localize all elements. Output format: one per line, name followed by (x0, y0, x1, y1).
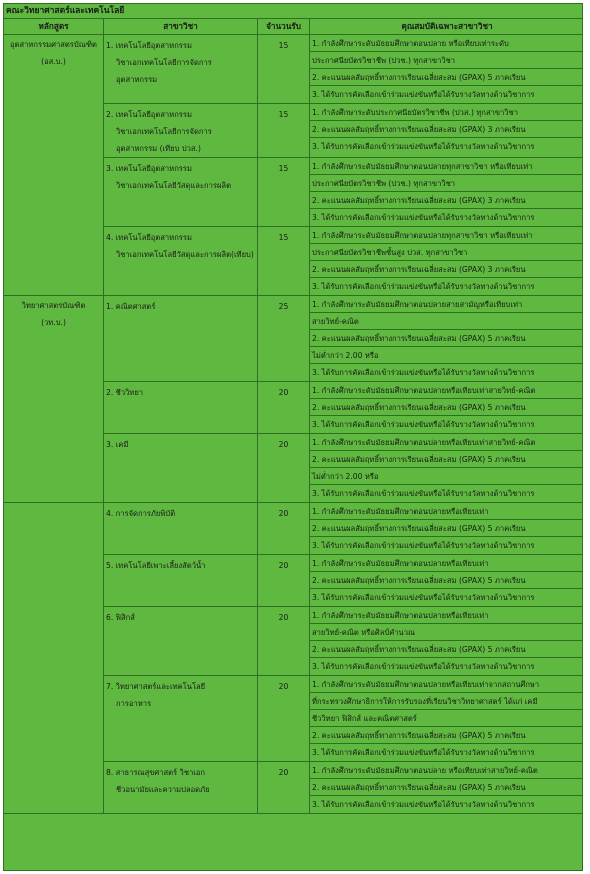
program-name (104, 434, 258, 502)
qualification-item: 3. ได้รับการคัดเลือกเข้าร่วมแข่งขันหรือได้รับรางวัลทางด้านวิชาการ (312, 282, 535, 291)
program-row (104, 676, 583, 762)
qualification-item: ประกาศนียบัตรวิชาชีพ (ปวช.) ทุกสาขาวิชา (310, 52, 583, 69)
qualification-item: 1. กำลังศึกษาระดับมัธยมศึกษาตอนปลายหรือเทียบเท่า (310, 607, 583, 624)
qualification-item: 3. ได้รับการคัดเลือกเข้าร่วมแข่งขันหรือได้รับรางวัลทางด้านวิชาการ (312, 541, 535, 550)
qualification-item: สายวิทย์-คณิต (310, 313, 583, 330)
program-seats: 20 (258, 555, 310, 606)
table-body (4, 35, 582, 814)
qualification-item: 3. ได้รับการคัดเลือกเข้าร่วมแข่งขันหรือได้รับรางวัลทางด้านวิชาการ (312, 90, 535, 99)
curriculum-abbr: (วท.บ.) (41, 318, 66, 327)
qualification-item: 2. คะแนนผลสัมฤทธิ์ทางการเรียนเฉลี่ยสะสม (GPAX) 5 ภาคเรียน (310, 641, 583, 658)
program-row (104, 434, 583, 503)
qualification-list (310, 227, 583, 295)
program-seats: 15 (258, 35, 310, 103)
curriculum-cell (4, 35, 104, 296)
program-name-line: 3. เทคโนโลยีอุตสาหกรรม (106, 164, 192, 173)
qualification-item: 3. ได้รับการคัดเลือกเข้าร่วมแข่งขันหรือได้รับรางวัลทางด้านวิชาการ (312, 489, 535, 498)
curriculum-cell (4, 503, 104, 814)
program-seats: 15 (258, 227, 310, 295)
program-seats: 20 (258, 434, 310, 502)
program-name-line: วิชาเอกเทคโนโลยีวัสดุและการผลิต(เทียบ) (116, 250, 254, 259)
program-seats: 15 (258, 158, 310, 226)
program-row (104, 555, 583, 607)
program-name-line: 6. ฟิสิกส์ (106, 613, 135, 622)
program-name-line: 8. สาธารณสุขศาสตร์ วิชาเอก (106, 768, 205, 777)
qualification-item: 1. กำลังศึกษาระดับมัธยมศึกษาตอนปลาย หรือเทียบเท่าสายวิทย์-คณิต (310, 762, 583, 779)
qualification-item: 2. คะแนนผลสัมฤทธิ์ทางการเรียนเฉลี่ยสะสม (GPAX) 5 ภาคเรียน (310, 520, 583, 537)
qualification-item: 3. ได้รับการคัดเลือกเข้าร่วมแข่งขันหรือได้รับรางวัลทางด้านวิชาการ (312, 748, 535, 757)
qualification-item: 1. กำลังศึกษาระดับมัธยมศึกษาตอนปลายหรือเทียบเท่าสายวิทย์-คณิต (310, 434, 583, 451)
program-seats: 20 (258, 503, 310, 554)
qualification-item: ประกาศนียบัตรวิชาชีพ (ปวช.) ทุกสาขาวิชา (310, 175, 583, 192)
program-name (104, 158, 258, 226)
program-row (104, 104, 583, 158)
program-seats: 15 (258, 104, 310, 157)
program-name (104, 227, 258, 295)
program-name-line: วิชาเอกเทคโนโลยีวัสดุและการผลิต (116, 181, 232, 190)
qualification-item: 3. ได้รับการคัดเลือกเข้าร่วมแข่งขันหรือได้รับรางวัลทางด้านวิชาการ (312, 800, 535, 809)
program-name-line: วิชาเอกเทคโนโลยีการจัดการ (116, 127, 212, 136)
qualification-list (310, 296, 583, 381)
qualification-item: 1. กำลังศึกษาระดับมัธยมศึกษาตอนปลายหรือเทียบเท่าจากสถานศึกษา (310, 676, 583, 693)
qualification-list (310, 555, 583, 606)
qualification-item: 3. ได้รับการคัดเลือกเข้าร่วมแข่งขันหรือได้รับรางวัลทางด้านวิชาการ (312, 142, 535, 151)
program-name (104, 503, 258, 554)
qualification-item: 2. คะแนนผลสัมฤทธิ์ทางการเรียนเฉลี่ยสะสม (GPAX) 5 ภาคเรียน (310, 572, 583, 589)
program-name (104, 555, 258, 606)
qualification-item: ที่กระทรวงศึกษาธิการให้การรับรองที่เรียนวิชาวิทยาศาสตร์ ได้แก่ เคมี (310, 693, 583, 710)
curriculum-name: วิทยาศาสตรบัณฑิต (21, 301, 86, 310)
program-seats: 25 (258, 296, 310, 381)
qualification-item: 2. คะแนนผลสัมฤทธิ์ทางการเรียนเฉลี่ยสะสม (GPAX) 5 ภาคเรียน (310, 399, 583, 416)
qualification-list (310, 503, 583, 554)
header-curriculum: หลักสูตร (4, 19, 104, 34)
qualification-item: 1. กำลังศึกษาระดับมัธยมศึกษาตอนปลาย หรือเทียบเท่าระดับ (310, 35, 583, 52)
qualification-list (310, 762, 583, 813)
program-name (104, 296, 258, 381)
qualification-item: ชีววิทยา ฟิสิกส์ และคณิตศาสตร์ (310, 710, 583, 727)
admission-table (3, 3, 583, 871)
qualification-item: สายวิทย์-คณิต หรือศิลป์คำนวณ (310, 624, 583, 641)
header-seats: จำนวนรับ (258, 19, 310, 34)
program-name-line: วิชาเอกเทคโนโลยีการจัดการ (116, 58, 212, 67)
program-name (104, 35, 258, 103)
qualification-item: 1. กำลังศึกษาระดับมัธยมศึกษาตอนปลายหรือเทียบเท่าสายวิทย์-คณิต (310, 382, 583, 399)
program-seats: 20 (258, 676, 310, 761)
qualification-item: 2. คะแนนผลสัมฤทธิ์ทางการเรียนเฉลี่ยสะสม (GPAX) 3 ภาคเรียน (310, 261, 583, 278)
program-row (104, 227, 583, 296)
qualification-item: ไม่ต่ำกว่า 2.00 หรือ (310, 347, 583, 364)
qualification-item: 2. คะแนนผลสัมฤทธิ์ทางการเรียนเฉลี่ยสะสม (GPAX) 5 ภาคเรียน (310, 69, 583, 86)
qualification-item: 2. คะแนนผลสัมฤทธิ์ทางการเรียนเฉลี่ยสะสม (GPAX) 3 ภาคเรียน (310, 192, 583, 209)
curriculum-name: อุตสาหกรรมศาสตรบัณฑิต (10, 40, 97, 49)
program-name (104, 382, 258, 433)
qualification-item: 2. คะแนนผลสัมฤทธิ์ทางการเรียนเฉลี่ยสะสม (GPAX) 3 ภาคเรียน (310, 121, 583, 138)
program-row (104, 503, 583, 555)
program-row (104, 607, 583, 676)
qualification-item: 2. คะแนนผลสัมฤทธิ์ทางการเรียนเฉลี่ยสะสม (GPAX) 5 ภาคเรียน (310, 727, 583, 744)
program-name-line: ชีวอนามัยและความปลอดภัย (116, 785, 210, 794)
qualification-item: 1. กำลังศึกษาระดับประกาศนียบัตรวิชาชีพ (ปวส.) ทุกสาขาวิชา (310, 104, 583, 121)
program-name-line: อุตสาหกรรม (116, 75, 158, 84)
qualification-item: 2. คะแนนผลสัมฤทธิ์ทางการเรียนเฉลี่ยสะสม (GPAX) 5 ภาคเรียน (310, 330, 583, 347)
program-row (104, 762, 583, 814)
qualification-item: ไม่ต่ำกว่า 2.00 หรือ (310, 468, 583, 485)
qualification-list (310, 104, 583, 157)
qualification-item: ประกาศนียบัตรวิชาชีพชั้นสูง ปวส. ทุกสาขาวิชา (310, 244, 583, 261)
qualification-list (310, 607, 583, 675)
header-qualifications: คุณสมบัติเฉพาะสาขาวิชา (401, 21, 493, 31)
program-name-line: 5. เทคโนโลยีเพาะเลี้ยงสัตว์น้ำ (106, 561, 206, 570)
qualification-item: 1. กำลังศึกษาระดับมัธยมศึกษาตอนปลายทุกสาขาวิชา หรือเทียบเท่า (310, 158, 583, 175)
program-name (104, 104, 258, 157)
curriculum-abbr: (อส.บ.) (41, 57, 66, 66)
qualification-list (310, 676, 583, 761)
qualification-item: 1. กำลังศึกษาระดับมัธยมศึกษาตอนปลายหรือเทียบเท่า (310, 503, 583, 520)
qualification-item: 3. ได้รับการคัดเลือกเข้าร่วมแข่งขันหรือได้รับรางวัลทางด้านวิชาการ (312, 368, 535, 377)
program-row (104, 35, 583, 104)
header-major: สาขาวิชา (104, 19, 258, 34)
qualification-item: 2. คะแนนผลสัมฤทธิ์ทางการเรียนเฉลี่ยสะสม (GPAX) 5 ภาคเรียน (310, 779, 583, 796)
program-seats: 20 (258, 762, 310, 813)
qualification-item: 1. กำลังศึกษาระดับมัธยมศึกษาตอนปลายหรือเทียบเท่า (310, 555, 583, 572)
qualification-item: 3. ได้รับการคัดเลือกเข้าร่วมแข่งขันหรือได้รับรางวัลทางด้านวิชาการ (312, 593, 535, 602)
qualification-list (310, 35, 583, 103)
qualification-item: 1. กำลังศึกษาระดับมัธยมศึกษาตอนปลายทุกสาขาวิชา หรือเทียบเท่า (310, 227, 583, 244)
program-name-line: 4. การจัดการภัยพิบัติ (106, 509, 176, 518)
program-seats: 20 (258, 382, 310, 433)
table-header (4, 19, 582, 35)
qualification-item: 3. ได้รับการคัดเลือกเข้าร่วมแข่งขันหรือได้รับรางวัลทางด้านวิชาการ (312, 213, 535, 222)
qualification-item: 3. ได้รับการคัดเลือกเข้าร่วมแข่งขันหรือได้รับรางวัลทางด้านวิชาการ (312, 662, 535, 671)
qualification-item: 3. ได้รับการคัดเลือกเข้าร่วมแข่งขันหรือได้รับรางวัลทางด้านวิชาการ (312, 420, 535, 429)
program-name (104, 762, 258, 813)
program-name-line: 1. เทคโนโลยีอุตสาหกรรม (106, 41, 192, 50)
program-name-line: 7. วิทยาศาสตร์และเทคโนโลยี (106, 682, 206, 691)
program-name-line: 2. เทคโนโลยีอุตสาหกรรม (106, 110, 192, 119)
qualification-list (310, 158, 583, 226)
qualification-item: 2. คะแนนผลสัมฤทธิ์ทางการเรียนเฉลี่ยสะสม (GPAX) 5 ภาคเรียน (310, 451, 583, 468)
program-name (104, 607, 258, 675)
qualification-item: 1. กำลังศึกษาระดับมัธยมศึกษาตอนปลายสายสามัญหรือเทียบเท่า (310, 296, 583, 313)
program-name-line: 2. ชีววิทยา (106, 388, 144, 397)
qualification-list (310, 382, 583, 433)
program-seats: 20 (258, 607, 310, 675)
program-name-line: 3. เคมี (106, 440, 129, 449)
program-name-line: 4. เทคโนโลยีอุตสาหกรรม (106, 233, 192, 242)
faculty-title: คณะวิทยาศาสตร์และเทคโนโลยี (4, 4, 582, 19)
qualification-list (310, 434, 583, 502)
program-name (104, 676, 258, 761)
program-name-line: การอาหาร (116, 699, 152, 708)
program-name-line: 1. คณิตศาสตร์ (106, 302, 156, 311)
curriculum-cell (4, 296, 104, 503)
program-row (104, 158, 583, 227)
program-row (104, 296, 583, 382)
program-row (104, 382, 583, 434)
program-name-line: อุตสาหกรรม (เทียบ ปวส.) (116, 144, 201, 153)
